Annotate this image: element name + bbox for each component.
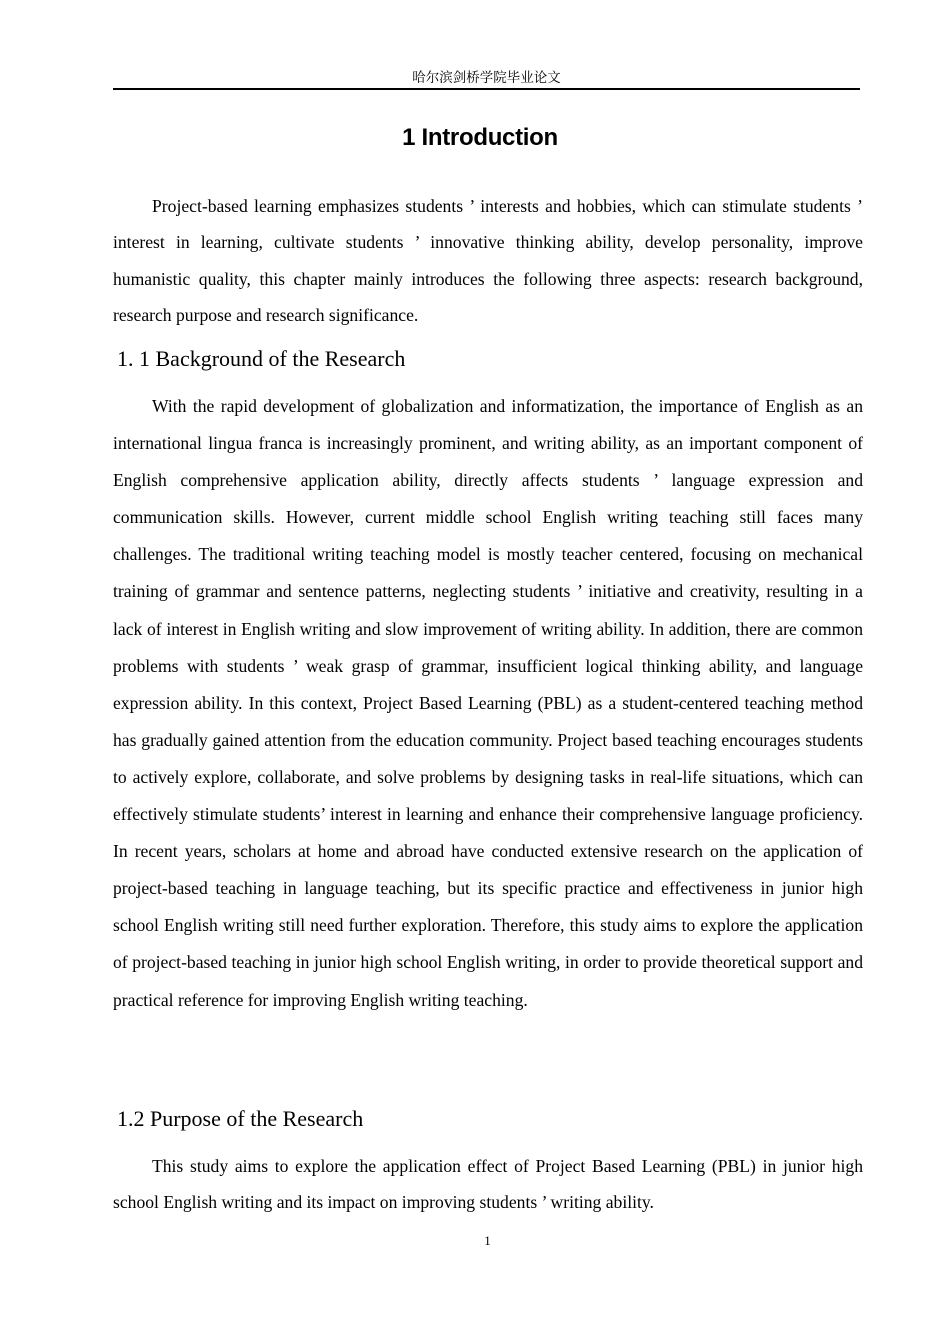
- section-heading-background: 1. 1 Background of the Research: [117, 346, 406, 371]
- header-rule: [113, 88, 860, 90]
- chapter-title: 1 Introduction: [402, 124, 558, 151]
- purpose-paragraph: This study aims to explore the application effect of Project Based Learning (PBL) in junior high school English writing and its impact on improving students ’ writing ability.: [113, 1156, 863, 1213]
- section-heading-purpose: 1.2 Purpose of the Research: [117, 1106, 364, 1131]
- running-header: 哈尔滨剑桥学院毕业论文: [412, 70, 561, 86]
- background-paragraph: With the rapid development of globalization and informatization, the importance of English as an international lingua franca is increasingly prominent, and writing ability, as an important component of English comprehensive application ability, directly affects students ’ language expression and communication skills. However, current middle school English writing teaching still faces many challenges. The traditional writing teaching model is mostly teacher centered, focusing on mechanical training of grammar and sentence patterns, neglecting students ’ initiative and creativity, resulting in a lack of interest in English writing and slow improvement of writing ability. In addition, there are common problems with students ’ weak grasp of grammar, insufficient logical thinking ability, and language expression ability. In this context, Project Based Learning (PBL) as a student-centered teaching method has gradually gained attention from the education community. Project based teaching encourages students to actively explore, collaborate, and solve problems by designing tasks in real-life situations, which can effectively stimulate students’ interest in learning and enhance their comprehensive language proficiency. In recent years, scholars at home and abroad have conducted extensive research on the application of project-based teaching in language teaching, but its specific practice and effectiveness in junior high school English writing still need further exploration. Therefore, this study aims to explore the application of project-based teaching in junior high school English writing, in order to provide theoretical support and practical reference for improving English writing teaching.: [113, 396, 863, 1010]
- intro-paragraph: Project-based learning emphasizes students ’ interests and hobbies, which can stimulate students ’ interest in learning, cultivate students ’ innovative thinking ability, develop personality, improve humanistic quality, this chapter mainly introduces the following three aspects: research background, research purpose and research significance.: [113, 196, 863, 326]
- page-number: 1: [484, 1233, 491, 1248]
